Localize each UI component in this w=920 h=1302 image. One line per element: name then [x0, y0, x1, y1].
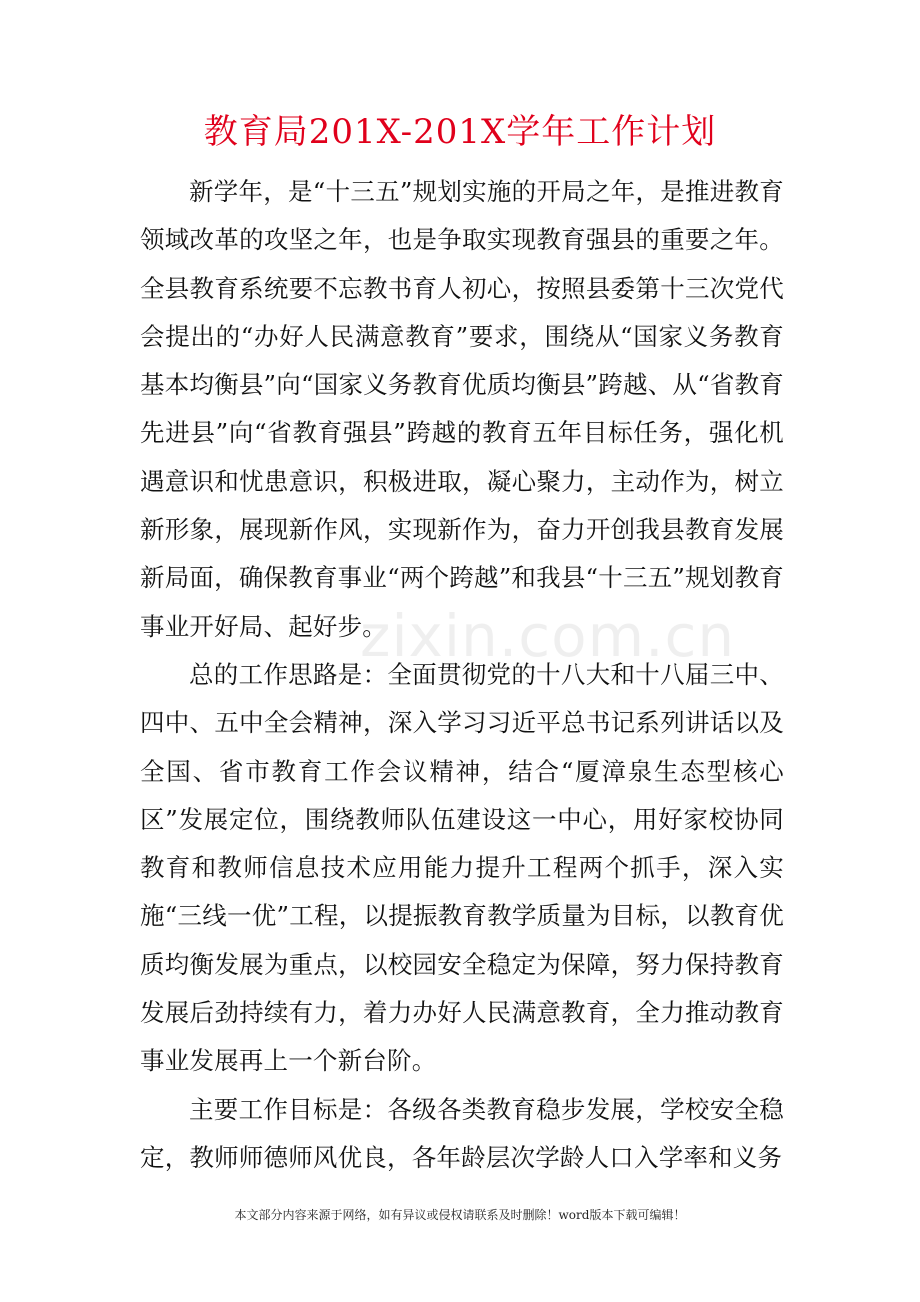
document-body	[140, 168, 784, 1182]
watermark-text: zixin.com.cn	[360, 602, 736, 670]
document-title: 教育局201X-201X学年工作计划	[203, 112, 717, 152]
paragraph-intro: 新学年，是“十三五”规划实施的开局之年，是推进教育领域改革的攻坚之年，也是争取实现教育强县的重要之年。全县教育系统要不忘教书育人初心，按照县委第十三次党代会提出的“办好人民满意教育”要求，围绕从“国家义务教育基本均衡县”向“国家义务教育优质均衡县”跨越、从“省教育先进县”向“省教育强县”跨越的教育五年目标任务，强化机遇意识和忧患意识，积极进取，凝心聚力，主动作为，树立新形象，展现新作风，实现新作为，奋力开创我县教育发展新局面，确保教育事业“两个跨越”和我县“十三五”规划教育事业开好局、起好步。	[140, 177, 784, 641]
footer-disclaimer: 本文部分内容来源于网络，如有异议或侵权请联系及时删除！word版本下载可编辑！	[234, 1208, 686, 1222]
paragraph-main-goals: 主要工作目标是：各级各类教育稳步发展，学校安全稳定，教师师德师风优良，各年龄层次学龄人口入学率和义务	[140, 1094, 784, 1172]
paragraph-work-approach: 总的工作思路是：全面贯彻党的十八大和十八届三中、四中、五中全会精神，深入学习习近平总书记系列讲话以及全国、省市教育工作会议精神，结合“厦漳泉生态型核心区”发展定位，围绕教师队伍建设这一中心，用好家校协同教育和教师信息技术应用能力提升工程两个抓手，深入实施“三线一优”工程，以提振教育教学质量为目标，以教育优质均衡发展为重点，以校园安全稳定为保障，努力保持教育发展后劲持续有力，着力办好人民满意教育，全力推动教育事业发展再上一个新台阶。	[140, 659, 784, 1076]
